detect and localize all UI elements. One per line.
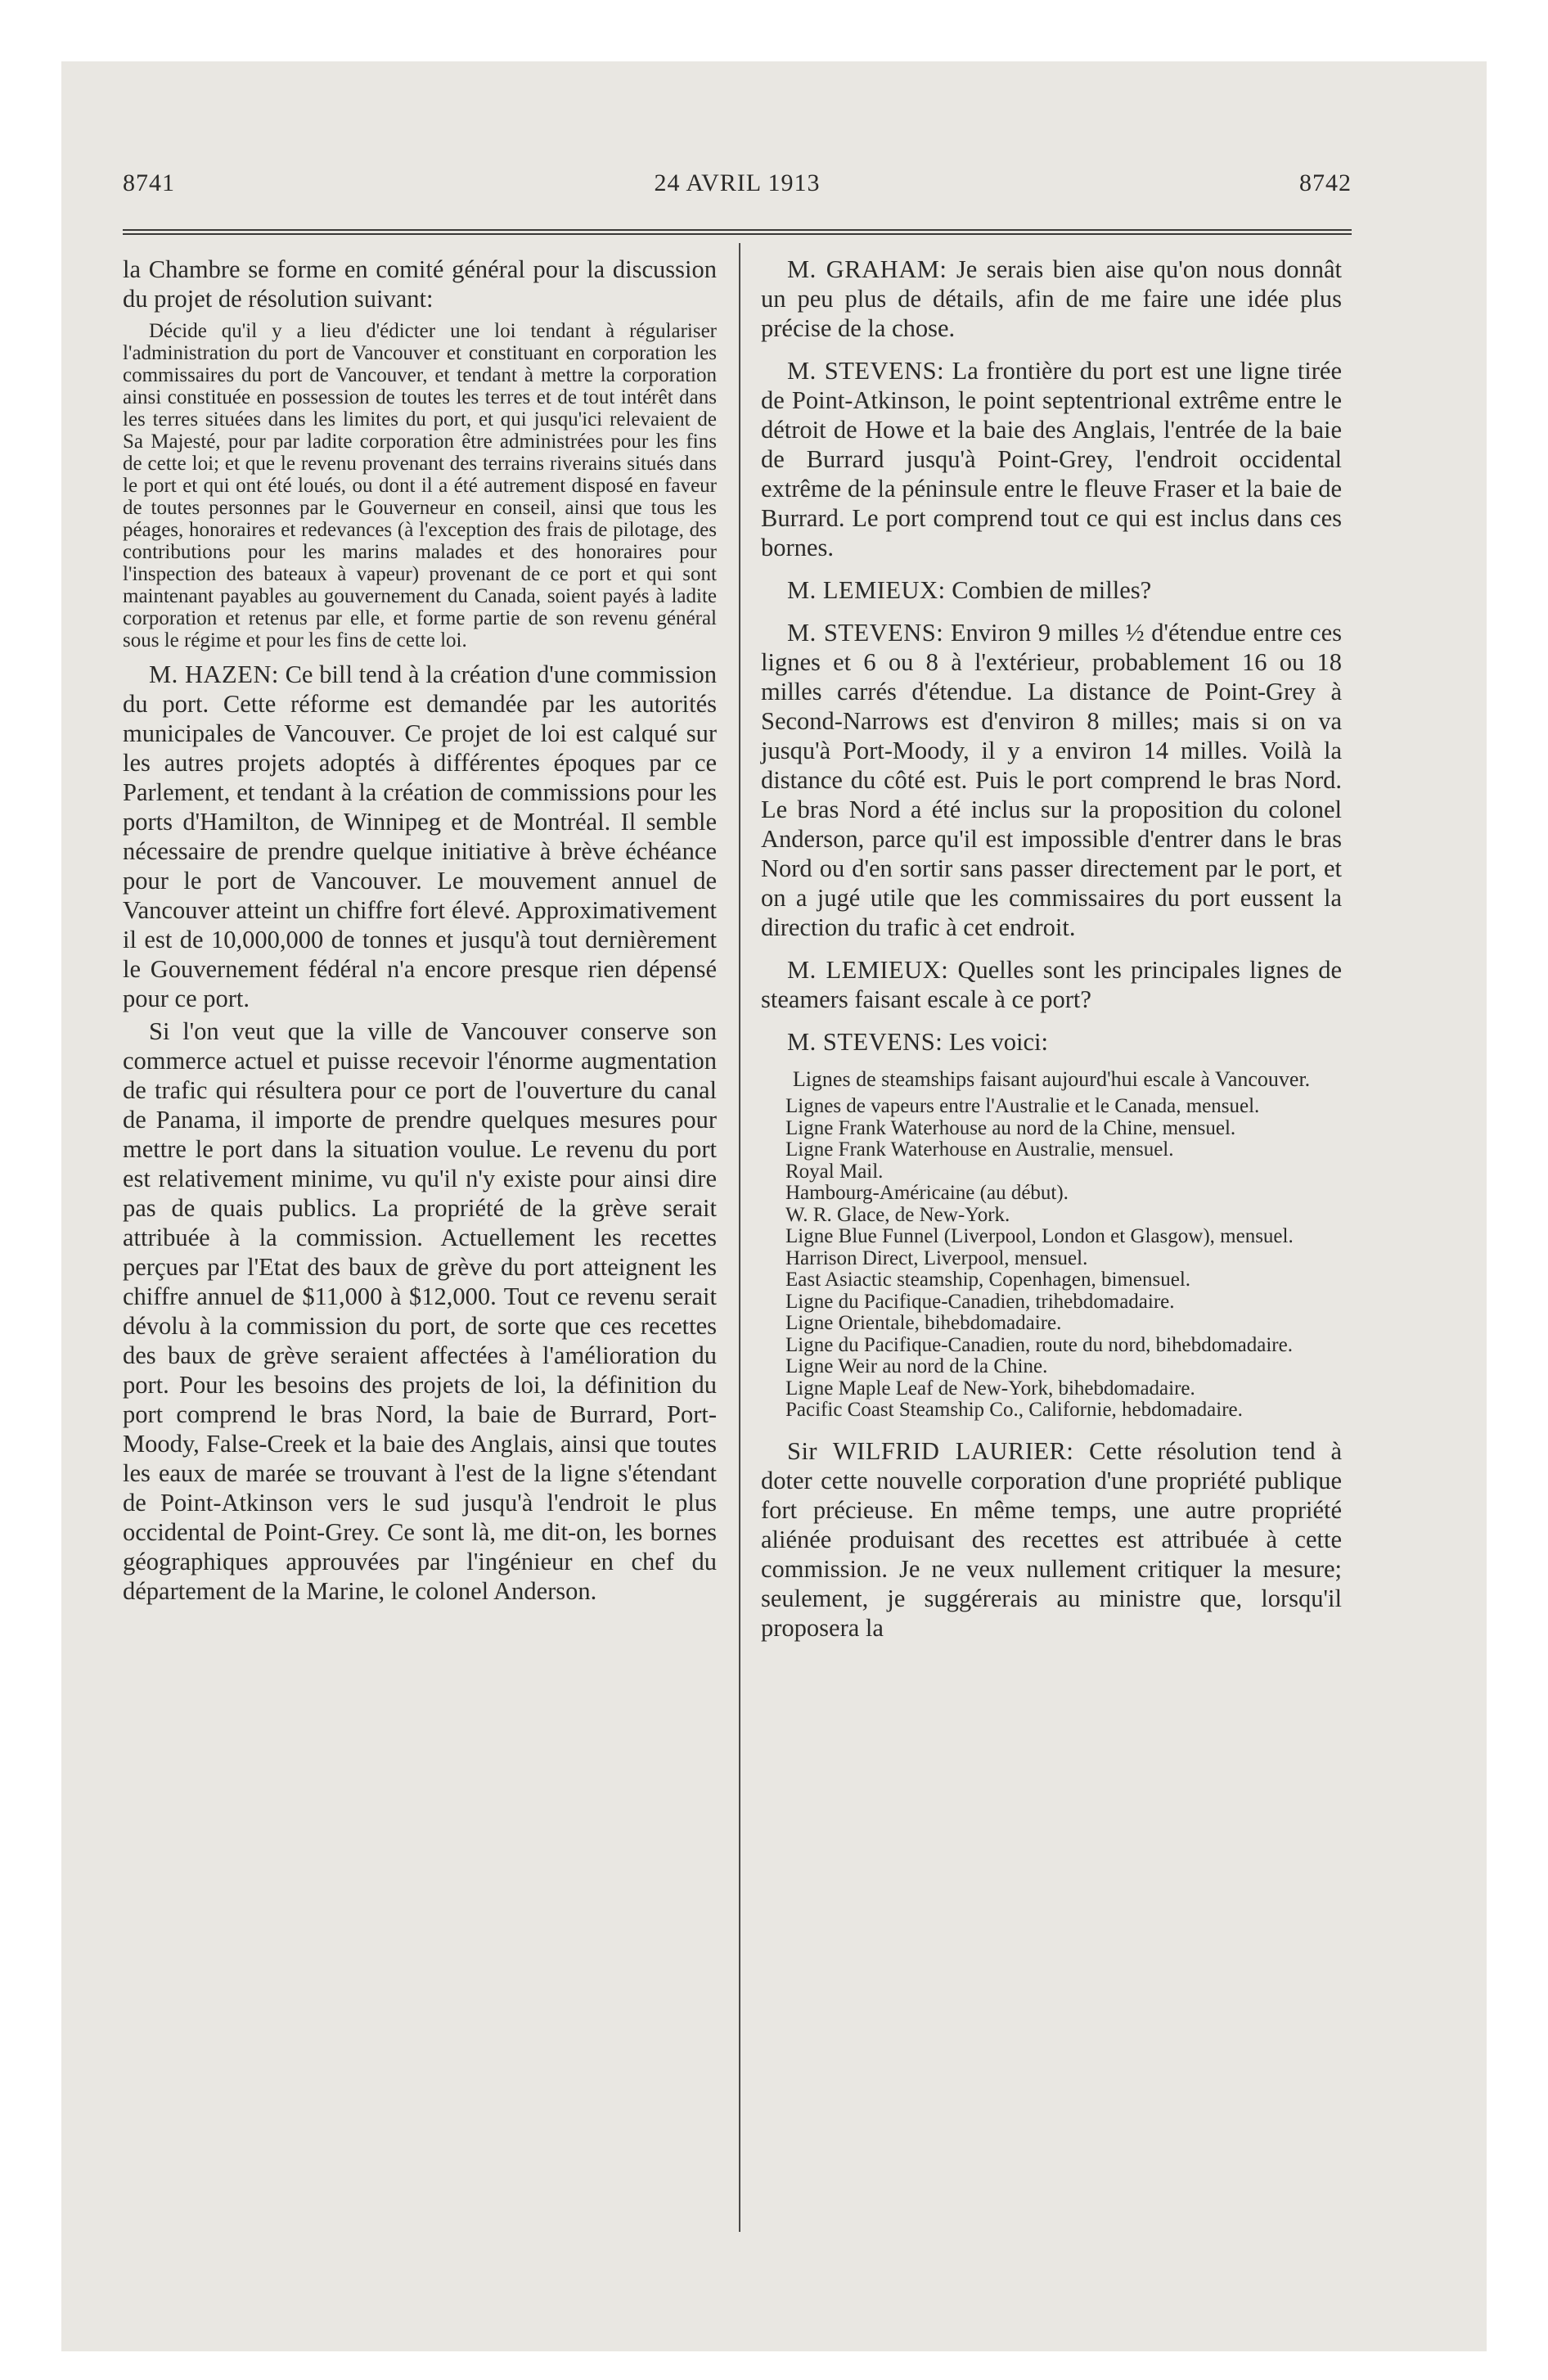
speaker-name: M. STEVENS: xyxy=(787,357,945,385)
lemieux-speech-2 xyxy=(761,955,1342,1014)
lemieux-speech-1 xyxy=(761,575,1342,605)
list-item: Ligne du Pacifique-Canadien, route du nord, bihebdomadaire. xyxy=(785,1333,1293,1356)
speech-text: Les voici: xyxy=(948,1028,1048,1056)
list-item: Royal Mail. xyxy=(785,1160,884,1183)
graham-speech xyxy=(761,255,1342,343)
speech-text: Combien de milles? xyxy=(952,576,1152,604)
list-item: Ligne Maple Leaf de New-York, bihebdomadaire. xyxy=(785,1377,1195,1400)
stevens-speech-3 xyxy=(761,1027,1342,1057)
speaker-name: M. GRAHAM: xyxy=(787,255,947,283)
list-item: Ligne Orientale, bihebdomadaire. xyxy=(785,1312,1062,1334)
list-item: Lignes de vapeurs entre l'Australie et le Canada, mensuel. xyxy=(785,1095,1260,1117)
list-item: Ligne Frank Waterhouse au nord de la Chine, mensuel. xyxy=(785,1116,1236,1139)
page-number-left: 8741 xyxy=(123,169,175,196)
speaker-name: M. STEVENS: xyxy=(787,619,944,647)
list-item: Hambourg-Américaine (au début). xyxy=(785,1182,1069,1204)
right-column xyxy=(761,255,1342,1643)
left-column xyxy=(123,255,717,1606)
page-number-right: 8742 xyxy=(1299,169,1352,196)
list-item: W. R. Glace, de New-York. xyxy=(785,1203,1010,1226)
steamship-lines-list xyxy=(761,1096,1342,1422)
document-page xyxy=(61,61,1487,2351)
speech-text: Cette résolution tend à doter cette nouvelle corporation d'une propriété publique fort précieuse. En même temps, une autre propriété aliénée produisant des recettes est attribuée à cette commission. Je ne veux nullement critiquer la mesure; seulement, je suggérerais au ministre que, lorsqu'il proposera la xyxy=(761,1436,1342,1642)
speaker-name: M. LEMIEUX: xyxy=(787,576,946,604)
laurier-speech xyxy=(761,1436,1342,1643)
header-date: 24 AVRIL 1913 xyxy=(654,169,821,196)
intro-paragraph: la Chambre se forme en comité général pour la discussion du projet de résolution suivant: xyxy=(123,255,717,313)
column-divider xyxy=(739,243,740,2232)
page-header xyxy=(123,169,1352,210)
stevens-speech-1 xyxy=(761,356,1342,562)
speech-text: Environ 9 milles ½ d'étendue entre ces lignes et 6 ou 8 à l'extérieur, probablement 16 ou 18 milles carrés d'étendue. La distance de Point-Grey à Second-Narrows est d'environ 8 milles; mais si on va jusqu'à Port-Moody, il y a environ 14 milles. Voilà la distance du côté est. Puis le port comprend le bras Nord. Le bras Nord a été inclus sur la proposition du colonel Anderson, parce qu'il est impossible d'entrer dans le bras Nord ou d'en sortir sans passer directement par le port, et on a jugé utile que les commissaires du port eussent la direction du trafic à cet endroit. xyxy=(761,619,1343,941)
steamship-list-title: Lignes de steamships faisant aujourd'hui escale à Vancouver. xyxy=(792,1067,1311,1091)
list-item: Ligne du Pacifique-Canadien, trihebdomadaire. xyxy=(785,1290,1175,1313)
speech-text: Ce bill tend à la création d'une commission du port. Cette réforme est demandée par les autorités municipales de Vancouver. Ce projet de loi est calqué sur les autres projets adoptés à différentes époques par ce Parlement, et tendant à la création de commissions pour les ports d'Hamilton, de Winnipeg et de Montréal. Il semble nécessaire de prendre quelque initiative à brève échéance pour le port de Vancouver. Le mouvement annuel de Vancouver atteint un chiffre fort élevé. Approximativement il est de 10,000,000 de tonnes et jusqu'à tout dernièrement le Gouvernement fédéral n'a encore presque rien dépensé pour ce port. xyxy=(123,660,717,1012)
speech-text: La frontière du port est une ligne tirée de Point-Atkinson, le point septentrional extrême entre le détroit de Howe et la baie des Anglais, l'entrée de la baie de Burrard jusqu'à Point-Grey, l'endroit occidental extrême de la péninsule entre le fleuve Fraser et la baie de Burrard. Le port comprend tout ce qui est inclus dans ces bornes. xyxy=(761,357,1343,561)
list-item: Ligne Blue Funnel (Liverpool, London et Glasgow), mensuel. xyxy=(785,1225,1294,1247)
speaker-name: M. STEVENS: xyxy=(787,1028,943,1056)
speaker-name: Sir WILFRID LAURIER: xyxy=(787,1436,1074,1465)
resolution-text: Décide qu'il y a lieu d'édicter une loi tendant à régulariser l'administration du port de Vancouver et constituant en corporation les commissaires du port de Vancouver, et tendant à mettre la corporation ainsi constituée en possession de toutes les terres et de tout intérêt dans les terres situées dans les limites du port, et qui jusqu'ici relevaient de Sa Majesté, pour par ladite corporation être administrées pour les fins de cette loi; et que le revenu provenant des terrains riverains situés dans le port et qui ont été loués, ou dont il a été autrement disposé en faveur de toutes personnes par le Gouverneur en conseil, ainsi que tous les péages, honoraires et redevances (à l'exception des frais de pilotage, des contributions pour les marins malades et des honoraires pour l'inspection des bateaux à vapeur) provenant de ce port et qui sont maintenant payables au gouvernement du Canada, soient payés à ladite corporation et retenus par elle, et forme partie de son revenu général sous le régime et pour les fins de cette loi. xyxy=(123,320,717,651)
speaker-name: M. LEMIEUX: xyxy=(787,956,949,984)
list-item: Harrison Direct, Liverpool, mensuel. xyxy=(785,1246,1088,1269)
stevens-speech-2 xyxy=(761,618,1342,942)
list-item: Ligne Weir au nord de la Chine. xyxy=(785,1355,1048,1377)
list-item: Pacific Coast Steamship Co., Californie, hebdomadaire. xyxy=(785,1399,1243,1421)
list-item: Ligne Frank Waterhouse en Australie, mensuel. xyxy=(785,1138,1174,1161)
hazen-speech-1 xyxy=(123,660,717,1013)
speech-text: Je serais bien aise qu'on nous donnât un peu plus de détails, afin de me faire une idée plus précise de la chose. xyxy=(761,255,1343,342)
list-item: East Asiactic steamship, Copenhagen, bimensuel. xyxy=(785,1269,1191,1291)
speech-text: Quelles sont les principales lignes de steamers faisant escale à ce port? xyxy=(761,956,1342,1013)
header-double-rule xyxy=(123,229,1352,235)
speaker-name: M. HAZEN: xyxy=(149,660,279,688)
hazen-speech-2: Si l'on veut que la ville de Vancouver conserve son commerce actuel et puisse recevoir l'énorme augmentation de trafic qui résultera pour ce port de l'ouverture du canal de Panama, il importe de prendre quelques mesures pour mettre le port dans la situation voulue. Le revenu du port est relativement minime, vu qu'il n'y existe pour ainsi dire pas de quais publics. La propriété de la grève serait attribuée à la commission. Actuellement les recettes perçues par l'Etat des baux de grève du port atteignent les chiffre annuel de $11,000 à $12,000. Tout ce revenu serait dévolu à la commission du port, de sorte que ces recettes des baux de grève seraient affectées à l'amélioration du port. Pour les besoins des projets de loi, la définition du port comprend le bras Nord, la baie de Burrard, Port-Moody, False-Creek et la baie des Anglais, ainsi que toutes les eaux de marée se trouvant à l'est de la ligne s'étendant de Point-Atkinson vers le sud jusqu'à l'endroit le plus occidental de Point-Grey. Ce sont là, me dit-on, les bornes géographiques approuvées par l'ingénieur en chef du département de la Marine, le colonel Anderson. xyxy=(123,1017,717,1605)
